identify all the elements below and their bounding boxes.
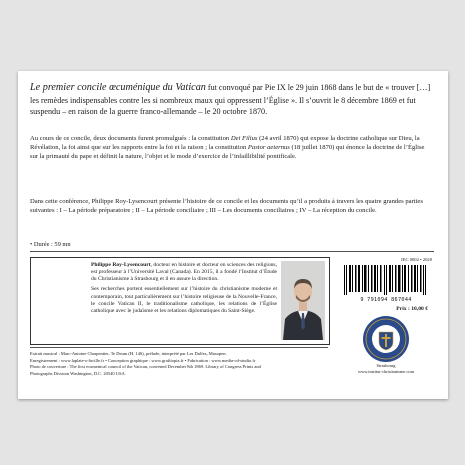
credits-photo-source: Photographs Division Washington, D.C. 20540 USA. [30,370,126,376]
divider [30,251,434,252]
author-bio-p1-text: , docteur en histoire et docteur en sciences des religions, est professeur à l’Université Laval (Canada). En 2015, il a fondé l’Institut d’Étude du Christianisme à Strasbourg et il en assure la direction. [91,262,277,283]
author-bio-p2: Ses recherches portent essentiellement sur l’histoire du christianisme moderne et contemporain, tout particulièrement sur l’histoire religieuse de la Nouvelle-France, le concile Vatican II, le traditionalisme catholique, les relations de l’Église catholique avec le judaïsme et les relations diplomatiques du Saint-Siège. [91,286,277,314]
documents-text-b: (24 avril 1870) qui expose la doctrine catholique sur Dieu, la Révélation, la foi ainsi que sur les rapports entre la foi et la raison ; la constitution [30,135,420,152]
conference-paragraph: Dans cette conférence, Philippe Roy-Lysencourt présente l’histoire de ce concile et les documents qu’il a produits à travers les quatre grandes parties suivantes : I – La période préparatoire ; II – La période conciliaire ; III – Les documents conciliaires ; IV – La réception du concile. [30,198,423,215]
cd-back-cover [18,71,448,399]
duration-label: • Durée : 59 mn [30,241,71,248]
intro-title: Le premier concile œcuménique du Vatican [30,82,206,93]
intro-paragraph [30,81,434,117]
institute-website: www.institut-christianisme.com [357,369,415,374]
dei-filius-title: Dei Filius [230,135,258,142]
credits-block [30,351,328,377]
intro-text: fut convoqué par Pie IX le 29 juin 1868 dans le but de « trouver […] les remèdes indispensables contre les si nombreux maux qui oppressent l’Église ». Il s’ouvrit le 8 décembre 1869 et fut suspendu – en raison de la guerre franco-allemande – le 20 octobre 1870. [30,83,431,116]
divider [30,347,328,348]
credits-photo: Photo de couverture : The first ecumenical council of the Vatican, convened December 8th 1869. Library of Congress Prints and [30,364,261,370]
author-bio-p1 [91,262,277,283]
catalog-number: IEC 0002 • 2020 [401,257,432,262]
barcode-number: 9 791094 867044 [360,297,412,303]
barcode [342,265,428,295]
product-info-column [338,257,434,375]
documents-text-c: (18 juillet 1870) qui énonce la doctrine de l’Église sur la primauté du pape et définit la nature, l’objet et le mode d’exercice de l’infaillibilité pontificale. [30,144,425,161]
author-bio-box [30,257,330,345]
documents-paragraph [30,134,434,161]
author-photo [281,261,325,340]
author-bio-text [91,262,277,318]
institute-seal-icon [362,315,410,363]
credits-music: Extrait musical : Marc-Antoine Charpentier, Te Deum (H. 146), prélude, interprété par Les Dulfes, Musopen. [30,351,227,356]
documents-text-a: Au cours de ce concile, deux documents furent promulgués : la constitution [30,135,231,142]
credits-production: Enregistrement : www.laplate-o-lucille.fr • Conception graphique : www.grafitopia.fr • Fabrication : www.media-cd-studio.fr [30,357,256,363]
author-name: Philippe Roy-Lysencourt [91,262,151,268]
pastor-aeternus-title: Pastor aeternus [247,144,290,152]
institute-city: Strasbourg [376,363,396,368]
price-label: Prix : 10,00 € [396,306,428,312]
